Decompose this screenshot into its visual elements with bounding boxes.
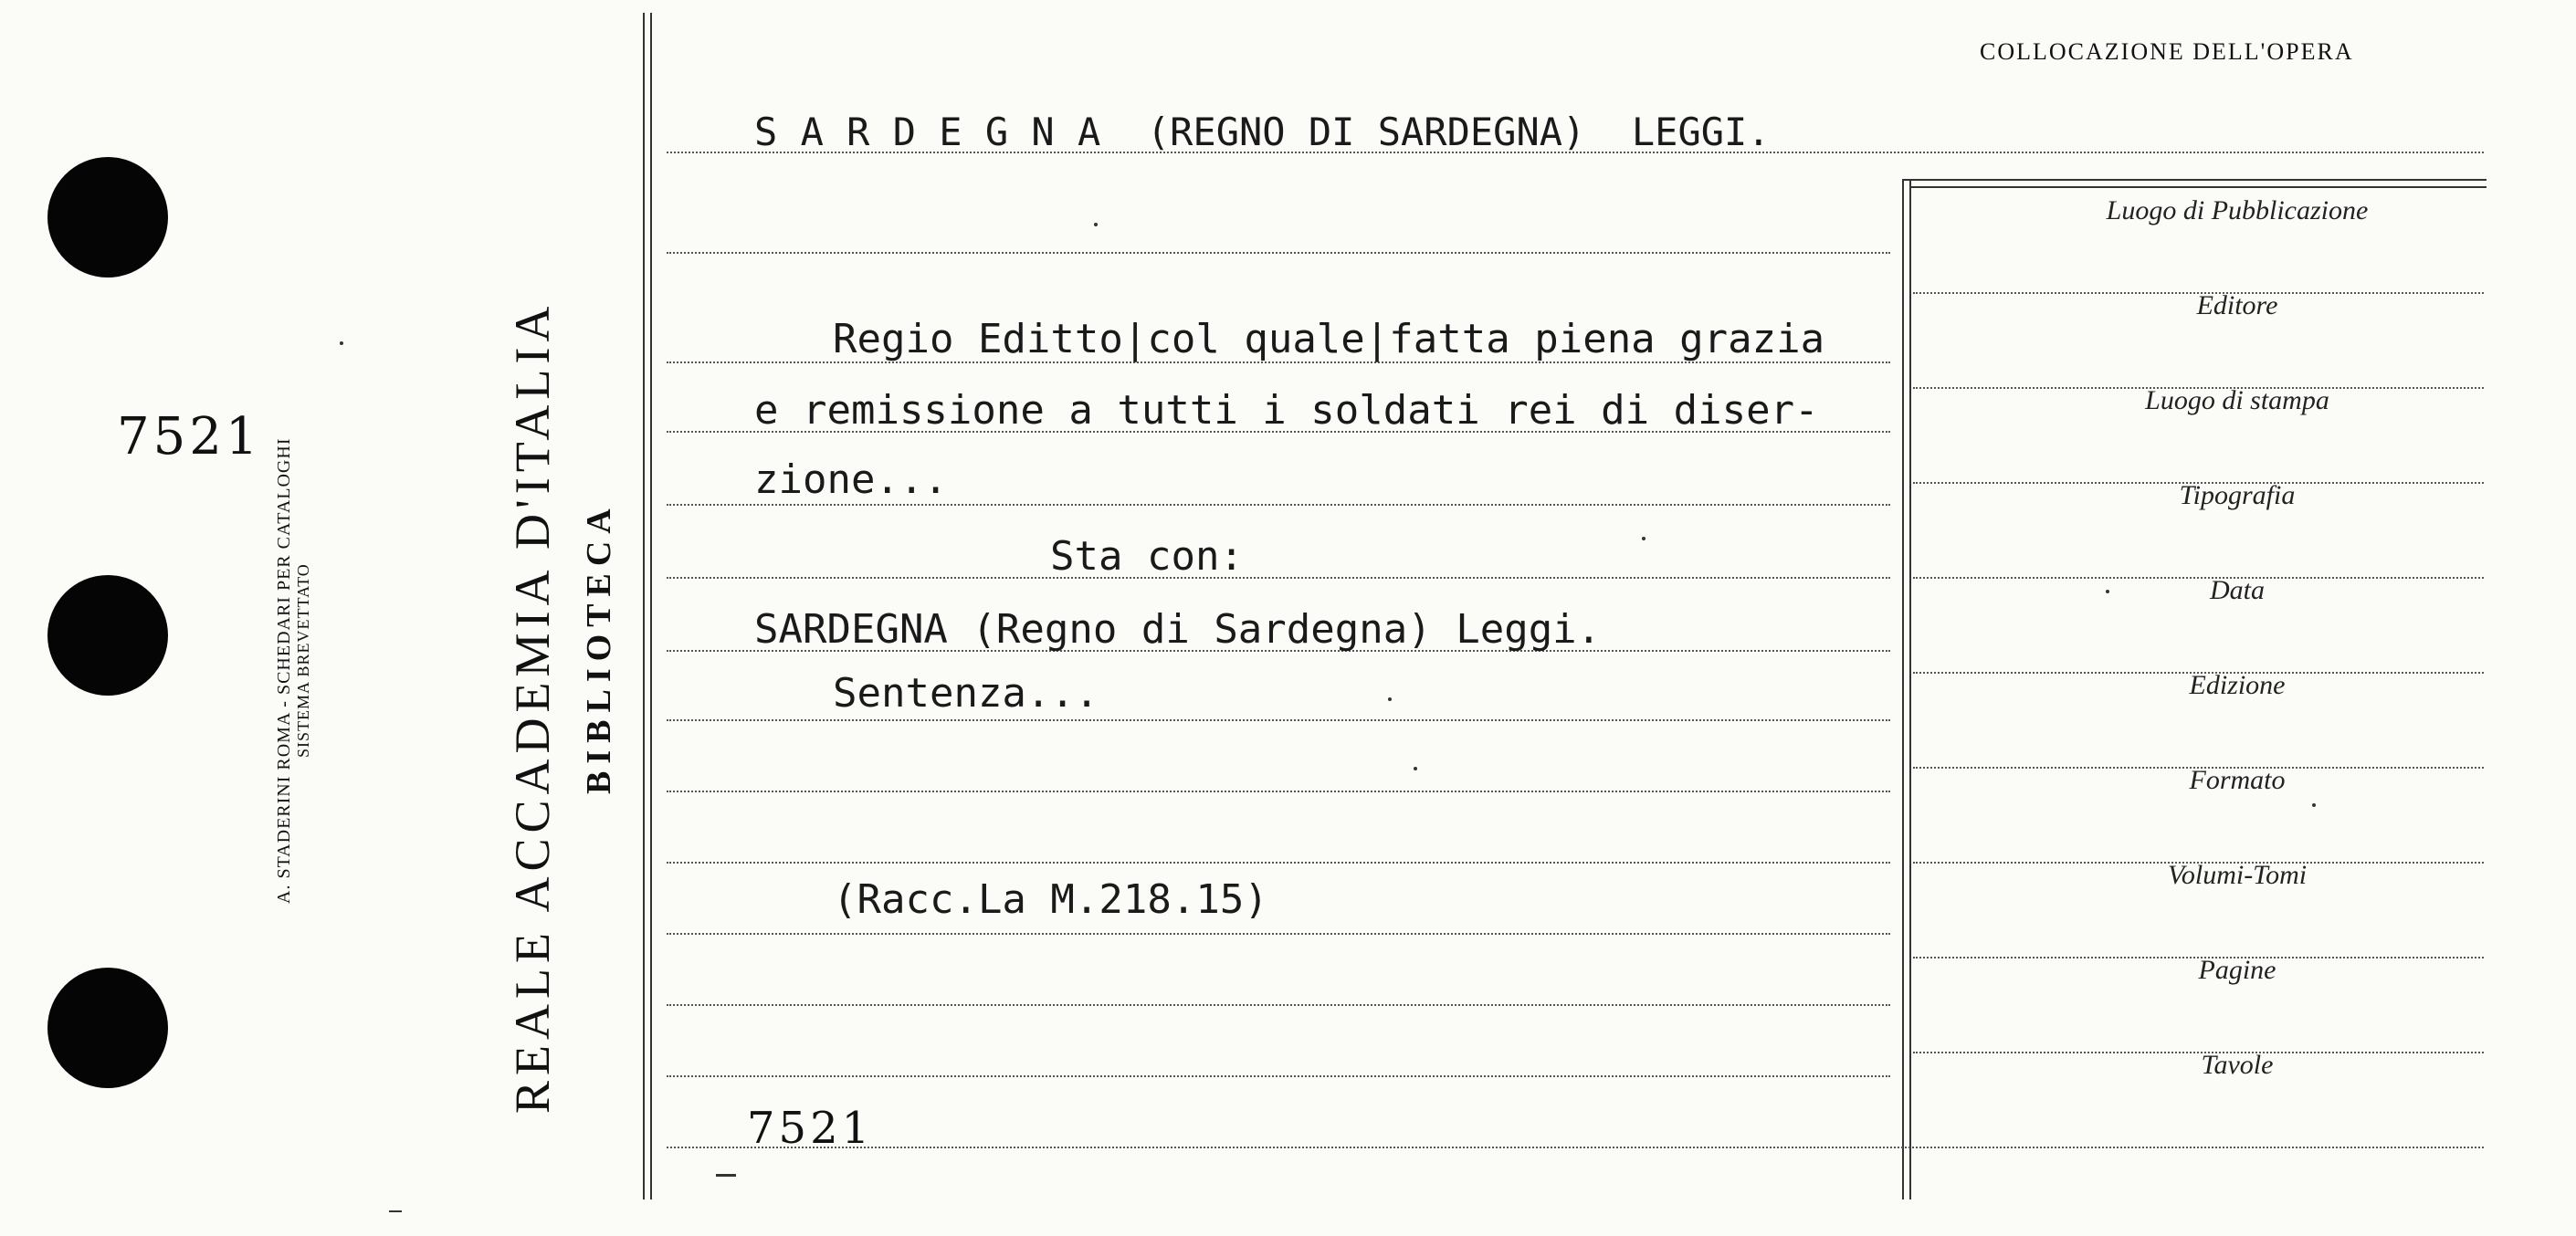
- field-label-data: Data: [2210, 575, 2265, 605]
- field-label-edizione: Edizione: [2189, 670, 2286, 700]
- punch-hole-middle: [47, 575, 168, 696]
- field-label-luogo-pubblicazione: Luogo di Pubblicazione: [2106, 195, 2369, 225]
- institution-name: REALE ACCADEMIA D'ITALIA: [505, 300, 560, 1114]
- main-rule: [667, 1004, 1890, 1006]
- collocation-label: COLLOCAZIONE DELL'OPERA: [1980, 38, 2354, 65]
- punch-hole-bottom: [47, 968, 168, 1088]
- bottom-card-number: 7521: [747, 1103, 874, 1154]
- main-rule: [667, 252, 1890, 254]
- ink-mark: [716, 1174, 736, 1177]
- entry-title-line-3: zione...: [754, 456, 948, 503]
- see-with-label: Sta con:: [1050, 533, 1244, 580]
- main-rule: [667, 504, 1890, 506]
- institution-department: BIBLIOTECA: [580, 501, 618, 794]
- field-label-formato: Formato: [2189, 765, 2286, 795]
- see-with-line-2: Sentenza...: [833, 670, 1099, 717]
- fields-column-top-rule-2: [1909, 186, 2487, 188]
- field-label-pagine: Pagine: [2198, 955, 2276, 985]
- field-label-luogo-stampa: Luogo di stampa: [2145, 385, 2329, 415]
- fields-column-top-rule: [1902, 179, 2487, 181]
- main-rule: [667, 862, 1890, 864]
- left-border-line-2: [650, 13, 652, 1199]
- main-rule: [667, 719, 1890, 721]
- main-rule: [667, 933, 1890, 935]
- ink-mark: [389, 1210, 402, 1212]
- left-border-line-1: [643, 13, 645, 1199]
- entry-heading: S A R D E G N A (REGNO DI SARDEGNA) LEGGI.: [754, 110, 1771, 154]
- field-label-volumi-tomi: Volumi-Tomi: [2167, 860, 2308, 890]
- ink-speck: [1388, 697, 1392, 701]
- ink-speck: [2106, 590, 2109, 593]
- punch-hole-top: [47, 157, 168, 278]
- field-label-editore: Editore: [2196, 290, 2278, 320]
- ink-speck: [1642, 537, 1645, 540]
- ink-speck: [340, 341, 343, 345]
- main-rule: [667, 1075, 1890, 1077]
- see-with-line-1: SARDEGNA (Regno di Sardegna) Leggi.: [754, 606, 1602, 653]
- entry-title-line-2: e remissione a tutti i soldati rei di diser-: [754, 387, 1819, 434]
- field-label-tavole: Tavole: [2201, 1050, 2274, 1080]
- card-number-margin: 7521: [117, 407, 262, 466]
- entry-title-line-1: Regio Editto|col quale|fatta piena grazia: [833, 316, 1825, 362]
- ink-speck: [1094, 223, 1098, 226]
- ink-speck: [2312, 803, 2316, 807]
- main-rule: [667, 577, 1890, 579]
- ink-speck: [1414, 767, 1417, 770]
- main-rule: [667, 1147, 2484, 1148]
- printer-imprint-line2: SISTEMA BREVETTATO: [294, 563, 312, 758]
- shelfmark: (Racc.La M.218.15): [833, 876, 1268, 923]
- field-label-tipografia: Tipografia: [2179, 480, 2296, 510]
- main-rule: [667, 791, 1890, 792]
- printer-imprint-line1: A. STADERINI ROMA - SCHEDARI PER CATALOGHI: [274, 437, 294, 904]
